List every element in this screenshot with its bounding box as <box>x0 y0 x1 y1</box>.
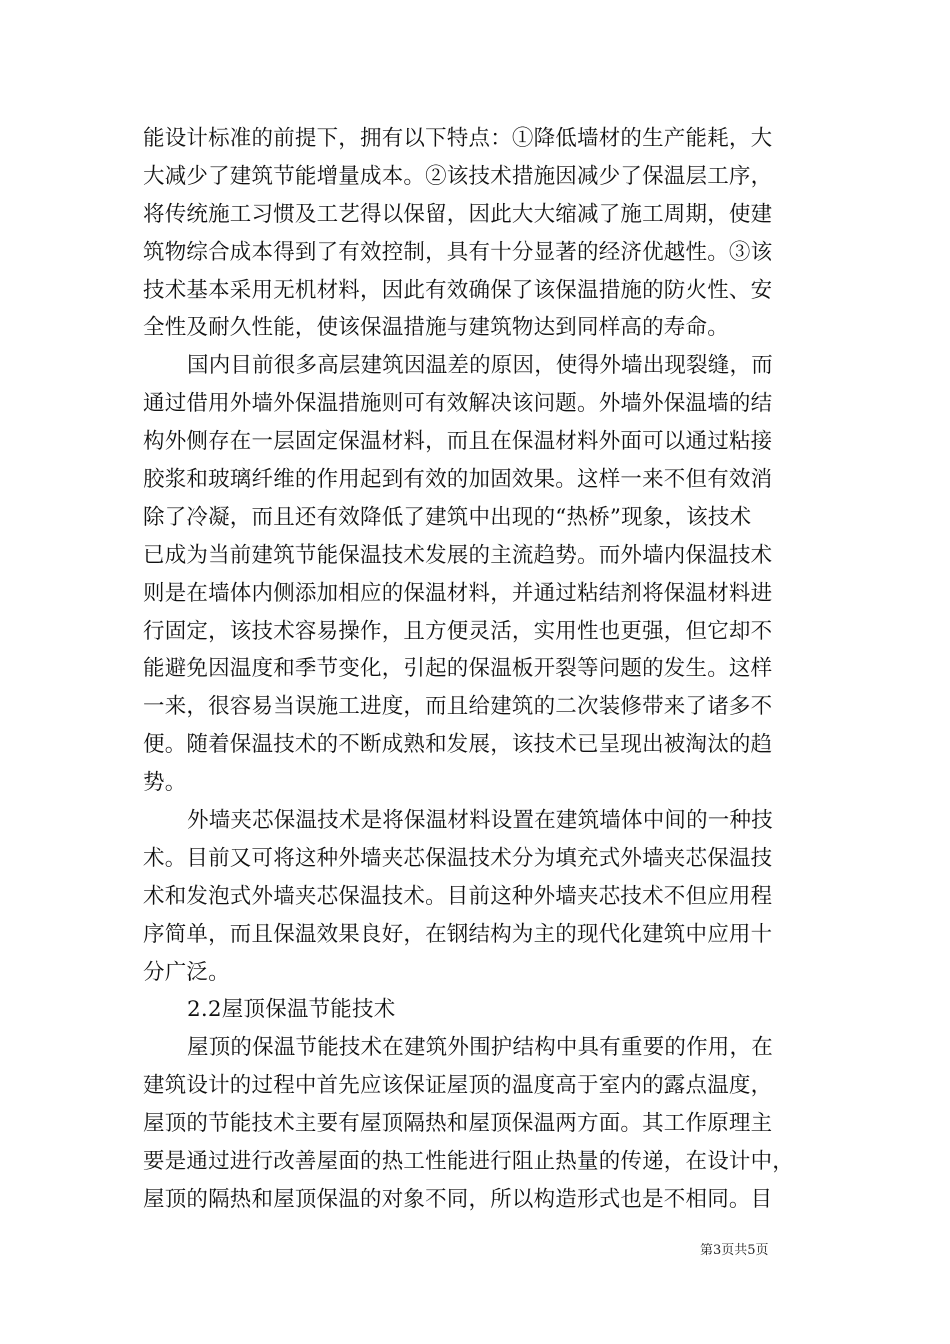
text-line: 一来，很容易当误施工进度，而且给建筑的二次装修带来了诸多不 <box>143 694 773 720</box>
text-line: 建筑设计的过程中首先应该保证屋顶的温度高于室内的露点温度， <box>143 1073 773 1099</box>
text-line: 能设计标准的前提下，拥有以下特点：①降低墙材的生产能耗，大 <box>143 126 773 151</box>
text-line: 构外侧存在一层固定保温材料，而且在保温材料外面可以通过粘接 <box>143 429 773 455</box>
paragraph-sandwich-insulation <box>143 802 811 991</box>
text-line: 势。 <box>143 770 187 796</box>
text-line-first: 国内目前很多高层建筑因温差的原因，使得外墙出现裂缝，而 <box>187 353 773 379</box>
text-line: 技术基本采用无机材料，因此有效确保了该保温措施的防火性、安 <box>143 277 773 303</box>
section-heading: 2.2屋顶保温节能技术 <box>187 997 396 1023</box>
text-line: 筑物综合成本得到了有效控制，具有十分显著的经济优越性。③该 <box>143 239 773 265</box>
text-line: 大减少了建筑节能增量成本。②该技术措施因减少了保温层工序， <box>143 163 773 189</box>
text-line: 除了冷凝，而且还有效降低了建筑中出现的“热桥”现象，该技术 <box>143 504 752 530</box>
text-line: 屋顶的隔热和屋顶保温的对象不同，所以构造形式也是不相同。目 <box>143 1186 773 1212</box>
text-line-first: 屋顶的保温节能技术在建筑外围护结构中具有重要的作用，在 <box>187 1035 773 1061</box>
text-line: 全性及耐久性能，使该保温措施与建筑物达到同样高的寿命。 <box>143 315 729 341</box>
text-line: 便。随着保温技术的不断成熟和发展，该技术已呈现出被淘汰的趋 <box>143 732 773 758</box>
paragraph-roof-insulation <box>143 1029 811 1218</box>
text-line: 术。目前又可将这种外墙夹芯保温技术分为填充式外墙夹芯保温技 <box>143 845 773 871</box>
paragraph-features <box>143 120 811 347</box>
text-line: 屋顶的节能技术主要有屋顶隔热和屋顶保温两方面。其工作原理主 <box>143 1111 773 1137</box>
text-line: 通过借用外墙外保温措施则可有效解决该问题。外墙外保温墙的结 <box>143 391 773 417</box>
text-line: 术和发泡式外墙夹芯保温技术。目前这种外墙夹芯技术不但应用程 <box>143 883 773 909</box>
document-body <box>143 120 811 1219</box>
text-line-first: 外墙夹芯保温技术是将保温材料设置在建筑墙体中间的一种技 <box>187 808 773 834</box>
text-line: 将传统施工习惯及工艺得以保留，因此大大缩减了施工周期，使建 <box>143 201 773 227</box>
text-line: 序简单，而且保温效果良好，在钢结构为主的现代化建筑中应用十 <box>143 921 773 947</box>
text-line: 分广泛。 <box>143 959 230 985</box>
page-number-footer: 第3页共5页 <box>700 1243 769 1258</box>
text-line: 则是在墙体内侧添加相应的保温材料，并通过粘结剂将保温材料进 <box>143 580 773 606</box>
paragraph-external-insulation <box>143 347 811 802</box>
text-line: 胶浆和玻璃纤维的作用起到有效的加固效果。这样一来不但有效消 <box>143 467 773 493</box>
text-line: 能避免因温度和季节变化，引起的保温板开裂等问题的发生。这样 <box>143 656 773 682</box>
text-line: 已成为当前建筑节能保温技术发展的主流趋势。而外墙内保温技术 <box>143 542 773 568</box>
text-line: 要是通过进行改善屋面的热工性能进行阻止热量的传递，在设计中， <box>143 1149 795 1175</box>
text-line: 行固定，该技术容易操作，且方便灵活，实用性也更强，但它却不 <box>143 618 773 644</box>
